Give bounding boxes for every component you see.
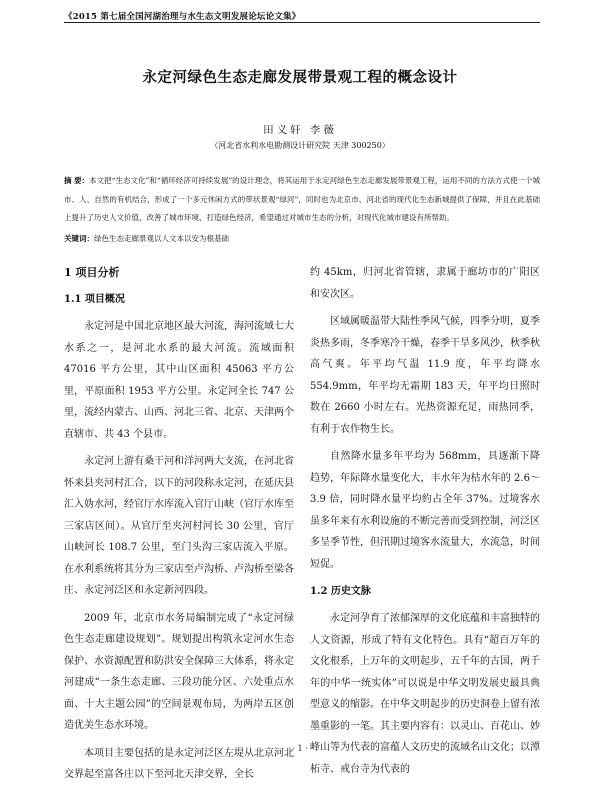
paper-title: 永定河绿色生态走廊发展带景观工程的概念设计 (142, 69, 458, 86)
paper-affiliation: （河北省水利水电勘测设计研究院 天津 300250） (210, 141, 390, 150)
keywords (64, 233, 540, 244)
right-column (310, 262, 540, 786)
body-paragraph-continued: 约 45km，归河北省管辖，隶属于廊坊市的广阳区和安次区。 (310, 267, 540, 300)
body-paragraph: 永定河是中国北京地区最大河流，海河流域七大水系之一，是河北水系的最大河流。流域面积 47016 平方公里，其中山区面积 45063 平方公里，平原面积 1953 平方公里。永定河全长 747 公里，流经内蒙古、山西、河北三省、北京、天津两个直辖市、共 43 个县市。 (64, 321, 294, 440)
keywords-text: 绿色生态走廊景观以人文本以安为根基础 (94, 234, 229, 243)
body-paragraph: 自然降水量多年平均为 568mm，具逐渐下降趋势，年际降水量变化大，丰水年为枯水年的 2.6～3.9 倍，同时降水量平均約占全年 37%。过境客水虽多年来有水利设施的不断完善而受到控制，河泛区多呈季节性，但汛期过境客水流量大，水流急，时间短促。 (310, 451, 540, 570)
abstract (64, 172, 540, 228)
section-heading-1-2: 1.2 历史文脉 (310, 586, 371, 597)
body-paragraph: 区域属暖温带大陆性季风气候，四季分明，夏季炎热多雨，冬季寒冷干燥，春季干旱多风沙，秋季秋高气爽。年平均气温 11.9 度，年平均降水 554.9mm，年平均无霜期 183 天，年平均日照时数在 2660 小时左右。光热资源充足，雨热同季，有利于农作物生长。 (310, 316, 540, 435)
body-paragraph: 本项目主要包括的是永定河泛区左堤从北京河北交界起至富各庄以下至河北天津交界，全长 (64, 747, 294, 780)
header-rule (64, 22, 540, 23)
body-paragraph: 永定河上游有桑干河和洋河两大支流，在河北省怀来县夹河村汇合，以下的河段称永定河，在延庆县汇入妫水河，经官厅水库流入官厅山峡（官厅水库至三家店区间）。从官厅至夹河村河长 30 公里，官厅山峡河长 108.7 公里，至门头沟三家店流入平原。在水利系统将其分为三家店至卢沟桥、卢沟桥至梁各庄、永定河泛区和永定新河四段。 (64, 456, 294, 596)
left-column (64, 262, 294, 792)
page-number: · 1 · (292, 744, 308, 753)
body-paragraph: 2009 年，北京市水务局编制完成了“永定河绿色生态走廊建设规划”。规划提出构筑永定河水生态保护、水资源配置和防洪安全保障三大体系，将永定河建成“一条生态走廊、三段功能分区、六处重点水面、十大主题公园”的空间景观布局，为两岸五区创造优美生态水环境。 (64, 612, 294, 731)
body-paragraph: 永定河孕育了浓郁深厚的文化底蕴和丰富独特的人文资源，形成了特有文化特色。具有“超百万年的文化根系，上万年的文明起步，五千年的古国，两千年的中华一统实体”可以说是中华文明发展史最具典型意义的缩影。在中华文明起步的历史洞卷上留有浓墨重影的一笔。其主要内容有：以灵山、百花山、妙峰山等为代表的富蕴人文历史的流域名山文化；以潭柘寺、戒台寺为代表的 (310, 613, 540, 775)
abstract-label: 摘 要： (64, 176, 90, 185)
section-heading-1-1: 1.1 项目概况 (64, 294, 125, 305)
running-header: 《2015 第七届全国河湖治理与水生态文明发展论坛论文集》 (64, 12, 301, 22)
paper-authors: 田义轩 李薇 (263, 124, 337, 136)
abstract-text: 本文把“生态文化”和“循环经济可持续发展”的设计理念，将其运用于永定河绿色生态走廊发展带景观工程，运用不同的方法方式使一个城市、人、自然的有机结合，形成了一个多元休闲方式的带状景观“绿河”，同时也为北京市、河北省的现代化生态新城提供了保障，并且在此基础上提升了历史人文价值，改善了城市环境，打造绿色经济，希望通过对城市生态的分析，对现代化城市建设有所帮助。 (64, 176, 540, 222)
keywords-label: 关键词： (64, 234, 94, 243)
section-heading-1: 1 项目分析 (64, 266, 120, 279)
